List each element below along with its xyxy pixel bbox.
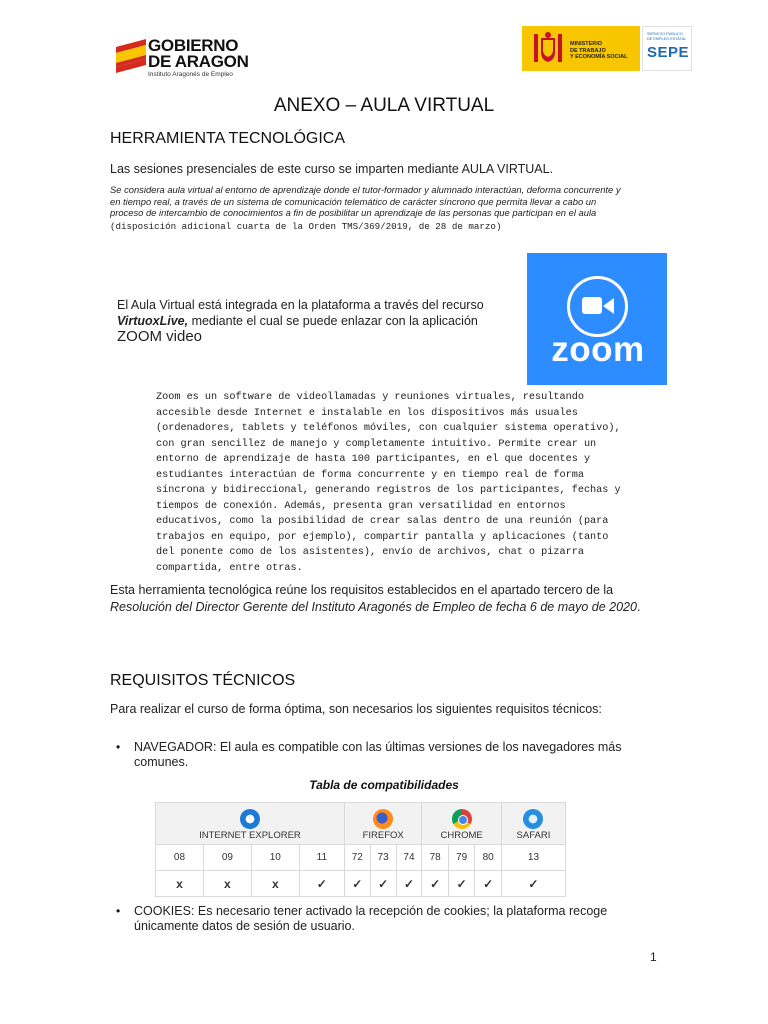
ministerio-text: MINISTERIO DE TRABAJO Y ECONOMÍA SOCIAL (570, 41, 628, 60)
version-cell: 08 (156, 845, 204, 871)
browser-header-firefox: FIREFOX (344, 803, 422, 845)
not-compatible-icon: x (156, 871, 204, 897)
aragon-flag-icon (116, 39, 146, 79)
browser-header-chrome: CHROME (422, 803, 501, 845)
version-row (156, 845, 566, 871)
not-compatible-icon: x (251, 871, 299, 897)
browser-header-row (156, 803, 566, 845)
version-cell: 78 (422, 845, 448, 871)
browser-header-safari: SAFARI (501, 803, 565, 845)
bullet-icon: • (116, 740, 121, 754)
version-cell: 72 (344, 845, 370, 871)
version-cell: 80 (475, 845, 502, 871)
version-cell: 11 (299, 845, 344, 871)
requirements-paragraph: Esta herramienta tecnológica reúne los requisitos establecidos en el apartado tercero de la Resolución del Director Gerente del Instituto Aragonés de Empleo de fecha 6 de mayo de 2020. (110, 583, 641, 614)
page-number: 1 (650, 950, 657, 964)
aragon-logo-text: GOBIERNO DE ARAGON (148, 36, 249, 71)
aula-virtual-highlight: AULA VIRTUAL (461, 162, 550, 176)
browser-header-ie: INTERNET EXPLORER (156, 803, 345, 845)
version-cell: 79 (448, 845, 474, 871)
spain-coat-of-arms-icon (530, 30, 566, 68)
aula-virtual-definition: Se considera aula virtual al entorno de aprendizaje donde el tutor-formador y alumnado interactúan, deforma concurrente y en tiempo real, a través de un sistema de comunicación telemático de carácter síncrono que permita llevar a cabo un proceso de intercambio de conocimientos a fin de posibilitar un aprendizaje de las personas que participan en el aula (disposición adicional cuarta de la Orden TMS/369/2019, de 28 de marzo) (110, 184, 621, 233)
chrome-icon (452, 809, 472, 829)
version-cell: 10 (251, 845, 299, 871)
bullet-cookies: COOKIES: Es necesario tener activado la recepción de cookies; la plataforma recoge únicamente datos de sesión de usuario. (134, 904, 608, 933)
sepe-subtitle: SERVICIO PÚBLICO DE EMPLEO ESTATAL (647, 32, 687, 41)
section-heading-herramienta: HERRAMIENTA TECNOLÓGICA (110, 130, 345, 147)
video-camera-icon (582, 297, 602, 314)
not-compatible-icon: x (203, 871, 251, 897)
requisitos-intro: Para realizar el curso de forma óptima, son necesarios los siguientes requisitos técnicos: (110, 702, 602, 716)
compatibility-table (155, 802, 566, 897)
compatible-check-icon: ✓ (422, 871, 448, 897)
table-caption: Tabla de compatibilidades (309, 778, 459, 792)
compatible-check-icon: ✓ (299, 871, 344, 897)
firefox-icon (373, 809, 393, 829)
bullet-icon: • (116, 904, 121, 918)
video-camera-lens-icon (603, 298, 614, 314)
compatible-check-icon: ✓ (396, 871, 422, 897)
compatible-check-icon: ✓ (501, 871, 565, 897)
internet-explorer-icon (240, 809, 260, 829)
compatible-check-icon: ✓ (370, 871, 396, 897)
sepe-text: SEPE (647, 44, 690, 61)
zoom-logo-text: zoom (551, 330, 645, 369)
zoom-description: Zoom es un software de videollamadas y reuniones virtuales, resultando accesible desde Internet e instalable en los dispositivos más usuales (ordenadores, tablets y teléfonos móviles, con cualquier sistema operativo), con gran sencillez de manejo y completamente intuitivo. Permite crear un entorno de aprendizaje de hasta 100 participantes, en el que docentes y estudiantes interactúan de forma concurrente y en tiempo real de forma síncrona y bidireccional, generando registros de los participantes, fechas y tiempos de conexión. Además, presenta gran versatilidad en entornos educativos, como la posibilidad de crear salas dentro de una reunión (para trabajos en equipo, por ejemplo), compartir pantalla y aplicaciones (tanto del ponente como de los asistentes), envío de archivos, chat o pizarra compartida, entre otras. (156, 392, 621, 574)
compat-mark-row (156, 871, 566, 897)
compatible-check-icon: ✓ (344, 871, 370, 897)
bullet-navegador: NAVEGADOR: El aula es compatible con las últimas versiones de los navegadores más comunes. (134, 740, 622, 769)
intro-paragraph: Las sesiones presenciales de este curso se imparten mediante AULA VIRTUAL. (110, 162, 554, 176)
section-heading-requisitos: REQUISITOS TÉCNICOS (110, 672, 296, 689)
version-cell: 73 (370, 845, 396, 871)
platform-paragraph: El Aula Virtual está integrada en la plataforma a través del recurso VirtuoxLive, mediante el cual se puede enlazar con la aplicación ZOOM video (117, 298, 484, 345)
page-title: ANEXO – AULA VIRTUAL (273, 95, 495, 116)
version-cell: 74 (396, 845, 422, 871)
version-cell: 09 (203, 845, 251, 871)
version-cell: 13 (501, 845, 565, 871)
compatible-check-icon: ✓ (475, 871, 502, 897)
compatible-check-icon: ✓ (448, 871, 474, 897)
safari-icon (523, 809, 543, 829)
aragon-logo-subtitle: Instituto Aragonés de Empleo (148, 71, 233, 78)
